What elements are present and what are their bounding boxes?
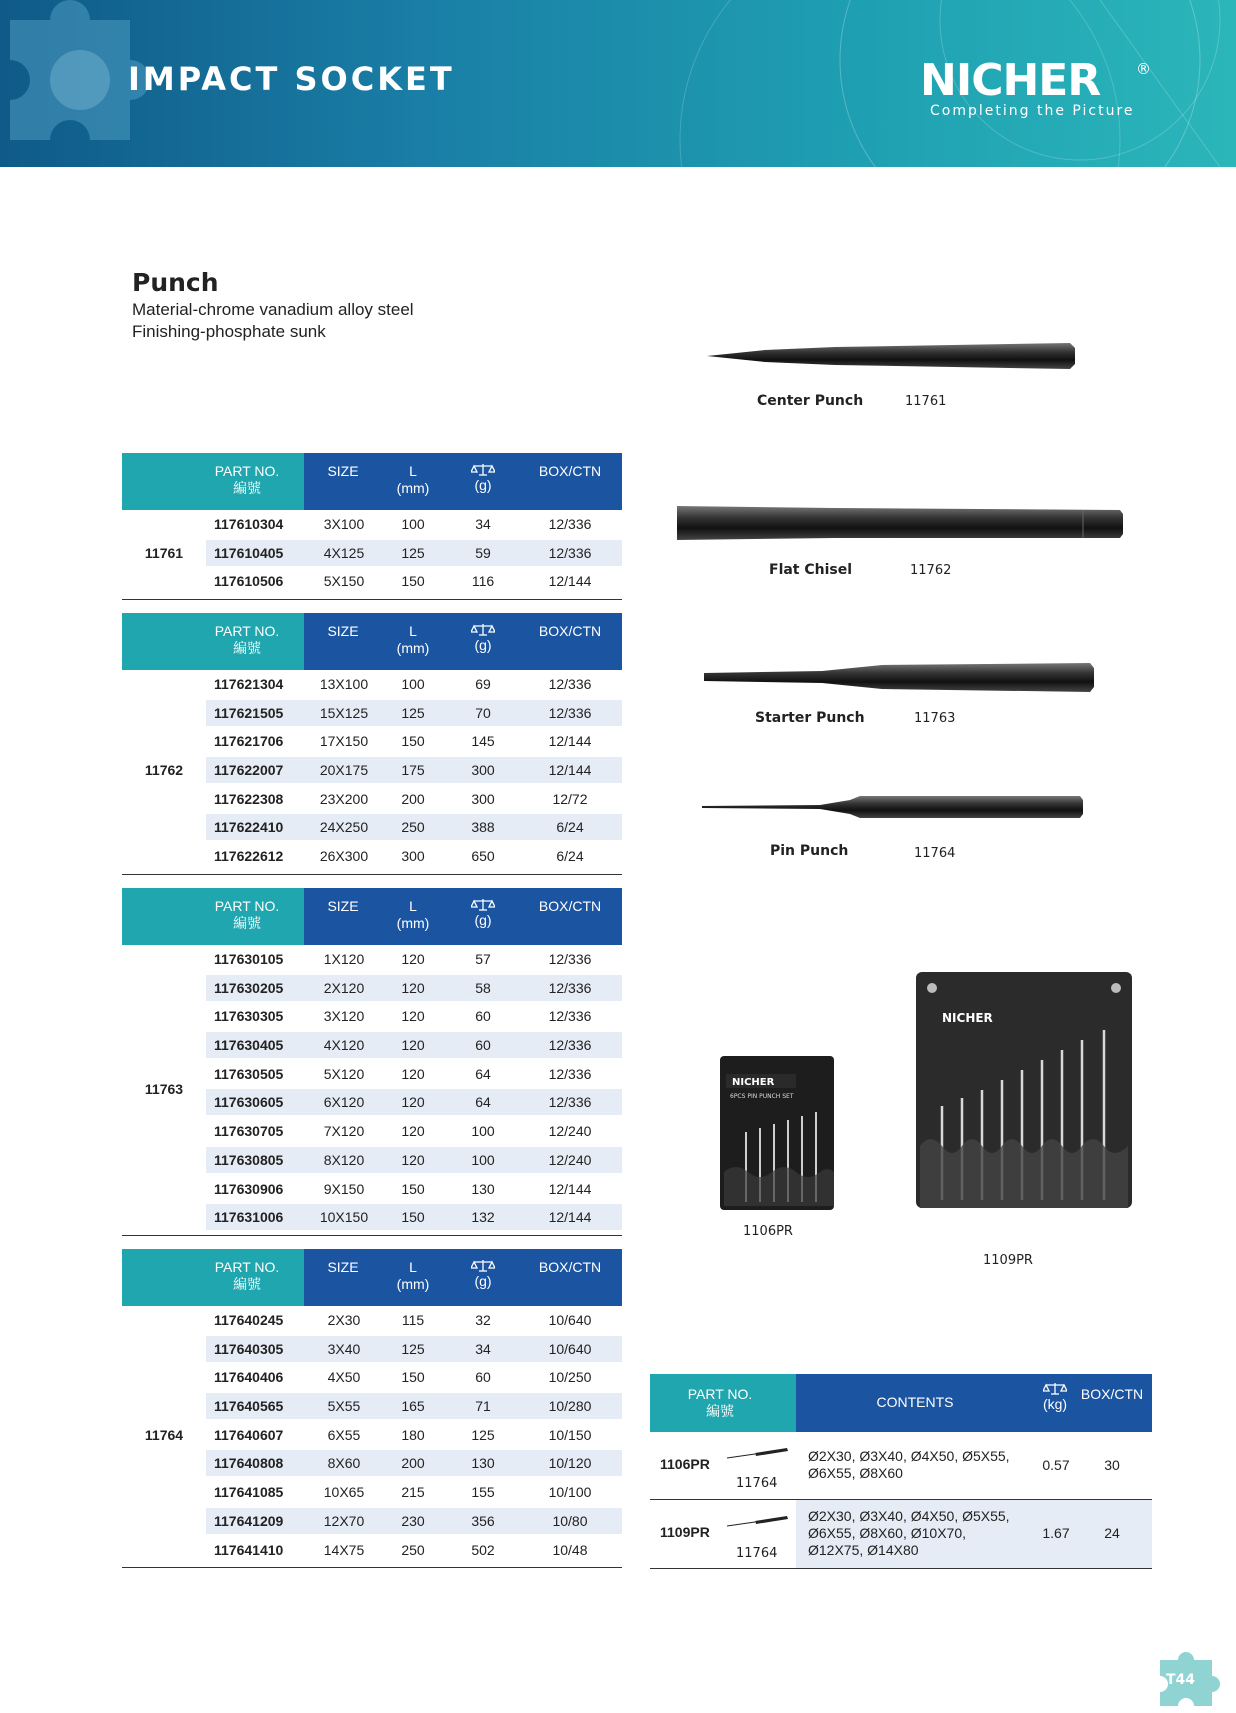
- weight-value: 64: [475, 1065, 491, 1082]
- header-length: L (mm): [396, 463, 430, 496]
- header-length: L (mm): [396, 1259, 430, 1292]
- size-value: 20X175: [319, 762, 369, 779]
- part-number: 117630505: [214, 1065, 284, 1082]
- size-value: 15X125: [319, 704, 369, 721]
- size-value: 8X120: [323, 1151, 365, 1168]
- part-number: 117640607: [214, 1426, 284, 1443]
- header-part-no: PART NO. 編號: [214, 898, 280, 931]
- size-value: 5X120: [323, 1065, 365, 1082]
- box-ctn-value: 12/240: [548, 1123, 592, 1140]
- weight-value: 59: [475, 544, 491, 561]
- table-row: [122, 1449, 622, 1478]
- box-ctn-value: 10/280: [548, 1398, 592, 1415]
- part-number: 117622612: [214, 848, 284, 865]
- box-ctn-value: 10/120: [548, 1455, 592, 1472]
- size-value: 5X150: [323, 573, 365, 590]
- spec-table-rows: [122, 510, 622, 600]
- scale-icon: [1043, 1382, 1067, 1396]
- header-weight: (g): [450, 898, 516, 929]
- box-ctn-value: 12/336: [548, 1065, 592, 1082]
- tool-name-flat-chisel: Flat Chisel: [769, 562, 853, 578]
- box-ctn-value: 10/640: [548, 1312, 592, 1328]
- box-ctn-value: 10/100: [548, 1484, 592, 1501]
- length-value: 120: [401, 979, 425, 996]
- box-ctn-value: 10/48: [552, 1541, 588, 1558]
- size-value: 9X150: [323, 1180, 365, 1197]
- table-row: [122, 1175, 622, 1204]
- scale-icon: [471, 623, 495, 637]
- set-row: [650, 1500, 1152, 1569]
- table-row: [122, 1306, 622, 1335]
- length-value: 200: [401, 1455, 425, 1472]
- box-ctn-value: 12/336: [548, 951, 592, 967]
- spec-table-11761: [122, 453, 622, 600]
- set-part-no: 1106PR: [660, 1456, 710, 1472]
- part-number: 117610304: [214, 516, 284, 532]
- size-value: 2X120: [323, 979, 365, 996]
- length-value: 100: [401, 516, 425, 532]
- part-number: 117630906: [214, 1180, 284, 1197]
- table-row: [122, 510, 622, 539]
- header-size: SIZE: [327, 623, 359, 639]
- header-box-ctn: BOX/CTN: [538, 898, 602, 914]
- section-title: Punch: [132, 268, 219, 297]
- length-value: 165: [401, 1398, 425, 1415]
- box-ctn-value: 12/336: [548, 516, 592, 532]
- header-part-no: PART NO. 編號: [214, 623, 280, 656]
- header-weight: (g): [450, 1259, 516, 1290]
- size-value: 3X120: [323, 1008, 365, 1025]
- part-number: 117630105: [214, 951, 284, 967]
- size-value: 2X30: [327, 1312, 361, 1328]
- part-number: 117640565: [214, 1398, 284, 1415]
- weight-value: 64: [475, 1094, 491, 1111]
- pin-punch-image: [700, 792, 1084, 822]
- size-value: 6X120: [323, 1094, 365, 1111]
- size-value: 10X150: [319, 1209, 369, 1226]
- set-header-box-ctn: BOX/CTN: [1080, 1386, 1144, 1402]
- tool-code-center-punch: 11761: [905, 394, 947, 409]
- length-value: 120: [401, 1065, 425, 1082]
- small-pouch-title: 6PCS PIN PUNCH SET: [730, 1093, 794, 1100]
- set-weight: 1.67: [1042, 1525, 1070, 1541]
- set-header-contents: CONTENTS: [876, 1394, 954, 1410]
- box-ctn-value: 12/144: [548, 1180, 592, 1197]
- tool-name-pin-punch: Pin Punch: [770, 843, 849, 859]
- tool-name-center-punch: Center Punch: [757, 393, 864, 409]
- size-value: 3X40: [327, 1340, 361, 1357]
- weight-value: 130: [471, 1455, 495, 1472]
- box-ctn-value: 12/72: [552, 790, 588, 807]
- part-number: 117610506: [214, 573, 284, 590]
- box-ctn-value: 10/80: [552, 1512, 588, 1529]
- length-value: 200: [401, 790, 425, 807]
- length-value: 250: [401, 1541, 425, 1558]
- weight-value: 60: [475, 1037, 491, 1054]
- table-row: [122, 1203, 622, 1232]
- pin-punch-set-1109pr-image: [912, 966, 1136, 1212]
- length-value: 115: [401, 1312, 425, 1328]
- set-contents: Ø2X30, Ø3X40, Ø4X50, Ø5X55, Ø6X55, Ø8X60, Ø10X70, Ø12X75, Ø14X80: [808, 1508, 1010, 1558]
- small-pouch-logo: NICHER: [732, 1077, 775, 1088]
- group-code: 11764: [144, 1427, 184, 1444]
- length-value: 150: [401, 1180, 425, 1197]
- weight-value: 388: [471, 819, 495, 836]
- header-length: L (mm): [396, 623, 430, 656]
- weight-value: 116: [471, 573, 495, 590]
- center-punch-image: [705, 336, 1077, 376]
- group-code: 11762: [144, 762, 184, 779]
- size-value: 3X100: [323, 516, 365, 532]
- part-number: 117641410: [214, 1541, 284, 1558]
- size-value: 12X70: [323, 1512, 365, 1529]
- set-contents: Ø2X30, Ø3X40, Ø4X50, Ø5X55, Ø6X55, Ø8X60: [808, 1448, 1010, 1481]
- logo-registered-mark: ®: [1136, 60, 1151, 78]
- part-number: 117630805: [214, 1151, 284, 1168]
- length-value: 180: [401, 1426, 425, 1443]
- size-value: 26X300: [319, 848, 369, 865]
- table-row: [122, 1335, 622, 1364]
- length-value: 300: [401, 848, 425, 865]
- flat-chisel-image: [675, 502, 1125, 544]
- box-ctn-value: 12/336: [548, 1008, 592, 1025]
- length-value: 150: [401, 733, 425, 750]
- length-value: 100: [401, 676, 425, 692]
- weight-value: 70: [475, 704, 491, 721]
- table-row: [122, 974, 622, 1003]
- weight-value: 356: [471, 1512, 495, 1529]
- set-weight: 0.57: [1042, 1457, 1070, 1473]
- table-row: [122, 1117, 622, 1146]
- part-number: 117621505: [214, 704, 284, 721]
- length-value: 120: [401, 951, 425, 967]
- set-row: [650, 1432, 1152, 1500]
- length-value: 150: [401, 1209, 425, 1226]
- box-ctn-value: 12/144: [548, 762, 592, 779]
- weight-value: 69: [475, 676, 491, 692]
- part-number: 117610405: [214, 544, 284, 561]
- length-value: 150: [401, 1369, 425, 1386]
- part-number: 117622410: [214, 819, 284, 836]
- size-value: 4X120: [323, 1037, 365, 1054]
- weight-value: 57: [475, 951, 491, 967]
- box-ctn-value: 12/336: [548, 544, 592, 561]
- table-row: [122, 1507, 622, 1536]
- size-value: 13X100: [319, 676, 369, 692]
- header-weight: (g): [450, 623, 516, 654]
- logo-tagline: Completing the Picture: [930, 103, 1135, 119]
- part-number: 117631006: [214, 1209, 284, 1226]
- box-ctn-value: 12/144: [548, 733, 592, 750]
- part-number: 117630205: [214, 979, 284, 996]
- box-ctn-value: 10/640: [548, 1340, 592, 1357]
- group-code: 11761: [144, 545, 184, 562]
- pin-punch-mini-icon: [725, 1444, 789, 1462]
- pin-punch-set-1106pr-image: [716, 1052, 838, 1214]
- table-row: [122, 567, 622, 596]
- length-value: 250: [401, 819, 425, 836]
- box-ctn-value: 6/24: [556, 819, 584, 836]
- material-text: Material-chrome vanadium alloy steel: [132, 300, 414, 319]
- box-ctn-value: 12/144: [548, 573, 592, 590]
- set-sub-code: 11764: [736, 1546, 778, 1561]
- size-value: 24X250: [319, 819, 369, 836]
- size-value: 14X75: [323, 1541, 365, 1558]
- size-value: 4X50: [327, 1369, 361, 1386]
- box-ctn-value: 12/336: [548, 676, 592, 692]
- length-value: 125: [401, 1340, 425, 1357]
- box-ctn-value: 12/336: [548, 704, 592, 721]
- set-table: [650, 1374, 1152, 1569]
- part-number: 117621706: [214, 733, 284, 750]
- starter-punch-image: [702, 659, 1096, 695]
- box-ctn-value: 12/336: [548, 979, 592, 996]
- length-value: 215: [401, 1484, 425, 1501]
- tool-code-pin-punch: 11764: [914, 846, 956, 861]
- table-row: [122, 727, 622, 756]
- table-row: [122, 1031, 622, 1060]
- set-header-part-no: PART NO. 編號: [687, 1386, 753, 1419]
- scale-icon: [471, 1259, 495, 1273]
- spec-table-rows: [122, 945, 622, 1236]
- set-box-ctn: 24: [1104, 1525, 1120, 1541]
- length-value: 120: [401, 1151, 425, 1168]
- group-code: 11763: [144, 1080, 184, 1097]
- header-box-ctn: BOX/CTN: [538, 623, 602, 639]
- set-sub-code: 11764: [736, 1476, 778, 1491]
- weight-value: 300: [471, 762, 495, 779]
- box-ctn-value: 10/150: [548, 1426, 592, 1443]
- table-row: [122, 785, 622, 814]
- spec-table-header: [122, 613, 622, 670]
- part-number: 117630605: [214, 1094, 284, 1111]
- spec-table-header: [122, 453, 622, 510]
- weight-value: 145: [471, 733, 495, 750]
- nicher-logo: [920, 55, 1160, 128]
- part-number: 117630705: [214, 1123, 284, 1140]
- pin-punch-mini-icon: [725, 1512, 789, 1530]
- scale-icon: [471, 463, 495, 477]
- set-box-ctn: 30: [1104, 1457, 1120, 1473]
- part-number: 117622308: [214, 790, 284, 807]
- header-size: SIZE: [327, 463, 359, 479]
- part-number: 117640808: [214, 1455, 284, 1472]
- tool-name-starter-punch: Starter Punch: [755, 710, 865, 726]
- table-row: [122, 842, 622, 871]
- box-ctn-value: 6/24: [556, 848, 584, 865]
- part-number: 117640245: [214, 1312, 284, 1328]
- weight-value: 502: [471, 1541, 495, 1558]
- spec-table-header: [122, 1249, 622, 1306]
- photo-caption-1106pr: 1106PR: [743, 1224, 793, 1239]
- box-ctn-value: 12/336: [548, 1094, 592, 1111]
- size-value: 7X120: [323, 1123, 365, 1140]
- tool-code-starter-punch: 11763: [914, 711, 956, 726]
- header-box-ctn: BOX/CTN: [538, 1259, 602, 1275]
- size-value: 6X55: [327, 1426, 361, 1443]
- part-number: 117641209: [214, 1512, 284, 1529]
- length-value: 120: [401, 1037, 425, 1054]
- header-banner: [0, 0, 1236, 167]
- weight-value: 32: [475, 1312, 491, 1328]
- part-number: 117640305: [214, 1340, 284, 1357]
- weight-value: 130: [471, 1180, 495, 1197]
- photo-caption-1109pr: 1109PR: [983, 1253, 1033, 1268]
- size-value: 4X125: [323, 544, 365, 561]
- tool-code-flat-chisel: 11762: [910, 563, 952, 578]
- spec-table-11763: [122, 888, 622, 1236]
- spec-table-11762: [122, 613, 622, 875]
- size-value: 8X60: [327, 1455, 361, 1472]
- header-size: SIZE: [327, 1259, 359, 1275]
- weight-value: 650: [471, 848, 495, 865]
- table-row: [122, 1392, 622, 1421]
- length-value: 125: [401, 544, 425, 561]
- table-row: [122, 1146, 622, 1175]
- weight-value: 60: [475, 1008, 491, 1025]
- table-row: [122, 1363, 622, 1392]
- box-ctn-value: 12/144: [548, 1209, 592, 1226]
- length-value: 150: [401, 573, 425, 590]
- size-value: 10X65: [323, 1484, 365, 1501]
- spec-table-header: [122, 888, 622, 945]
- box-ctn-value: 10/250: [548, 1369, 592, 1386]
- part-number: 117630305: [214, 1008, 284, 1025]
- table-row: [122, 945, 622, 974]
- table-row: [122, 813, 622, 842]
- weight-value: 125: [471, 1426, 495, 1443]
- length-value: 120: [401, 1008, 425, 1025]
- part-number: 117621304: [214, 676, 284, 692]
- part-number: 117622007: [214, 762, 284, 779]
- set-header-weight: (kg): [1030, 1382, 1080, 1413]
- weight-value: 100: [471, 1151, 495, 1168]
- logo-name: NICHER: [920, 55, 1101, 106]
- table-row: [122, 699, 622, 728]
- header-part-no: PART NO. 編號: [214, 1259, 280, 1292]
- weight-value: 155: [471, 1484, 495, 1501]
- part-number: 117641085: [214, 1484, 284, 1501]
- weight-value: 58: [475, 979, 491, 996]
- set-table-header: [650, 1374, 1152, 1432]
- header-weight: (g): [450, 463, 516, 494]
- large-pouch-logo: NICHER: [942, 1011, 993, 1025]
- weight-value: 71: [475, 1398, 491, 1415]
- length-value: 230: [401, 1512, 425, 1529]
- header-box-ctn: BOX/CTN: [538, 463, 602, 479]
- header-size: SIZE: [327, 898, 359, 914]
- spec-table-rows: [122, 670, 622, 875]
- box-ctn-value: 12/240: [548, 1151, 592, 1168]
- weight-value: 300: [471, 790, 495, 807]
- part-number: 117630405: [214, 1037, 284, 1054]
- table-row: [122, 670, 622, 699]
- size-value: 5X55: [327, 1398, 361, 1415]
- weight-value: 60: [475, 1369, 491, 1386]
- finishing-text: Finishing-phosphate sunk: [132, 322, 326, 341]
- length-value: 175: [401, 762, 425, 779]
- size-value: 23X200: [319, 790, 369, 807]
- size-value: 17X150: [319, 733, 369, 750]
- weight-value: 100: [471, 1123, 495, 1140]
- size-value: 1X120: [323, 951, 365, 967]
- box-ctn-value: 12/336: [548, 1037, 592, 1054]
- page-title: IMPACT SOCKET: [128, 60, 455, 98]
- weight-value: 34: [475, 1340, 491, 1357]
- spec-table-rows: [122, 1306, 622, 1568]
- header-length: L (mm): [396, 898, 430, 931]
- table-row: [122, 1536, 622, 1565]
- spec-table-11764: [122, 1249, 622, 1568]
- length-value: 120: [401, 1094, 425, 1111]
- page-number: T44: [1166, 1672, 1196, 1688]
- length-value: 120: [401, 1123, 425, 1140]
- header-part-no: PART NO. 編號: [214, 463, 280, 496]
- weight-value: 132: [471, 1209, 495, 1226]
- scale-icon: [471, 898, 495, 912]
- part-number: 117640406: [214, 1369, 284, 1386]
- set-part-no: 1109PR: [660, 1524, 710, 1540]
- weight-value: 34: [475, 516, 491, 532]
- table-row: [122, 1002, 622, 1031]
- table-row: [122, 1478, 622, 1507]
- length-value: 125: [401, 704, 425, 721]
